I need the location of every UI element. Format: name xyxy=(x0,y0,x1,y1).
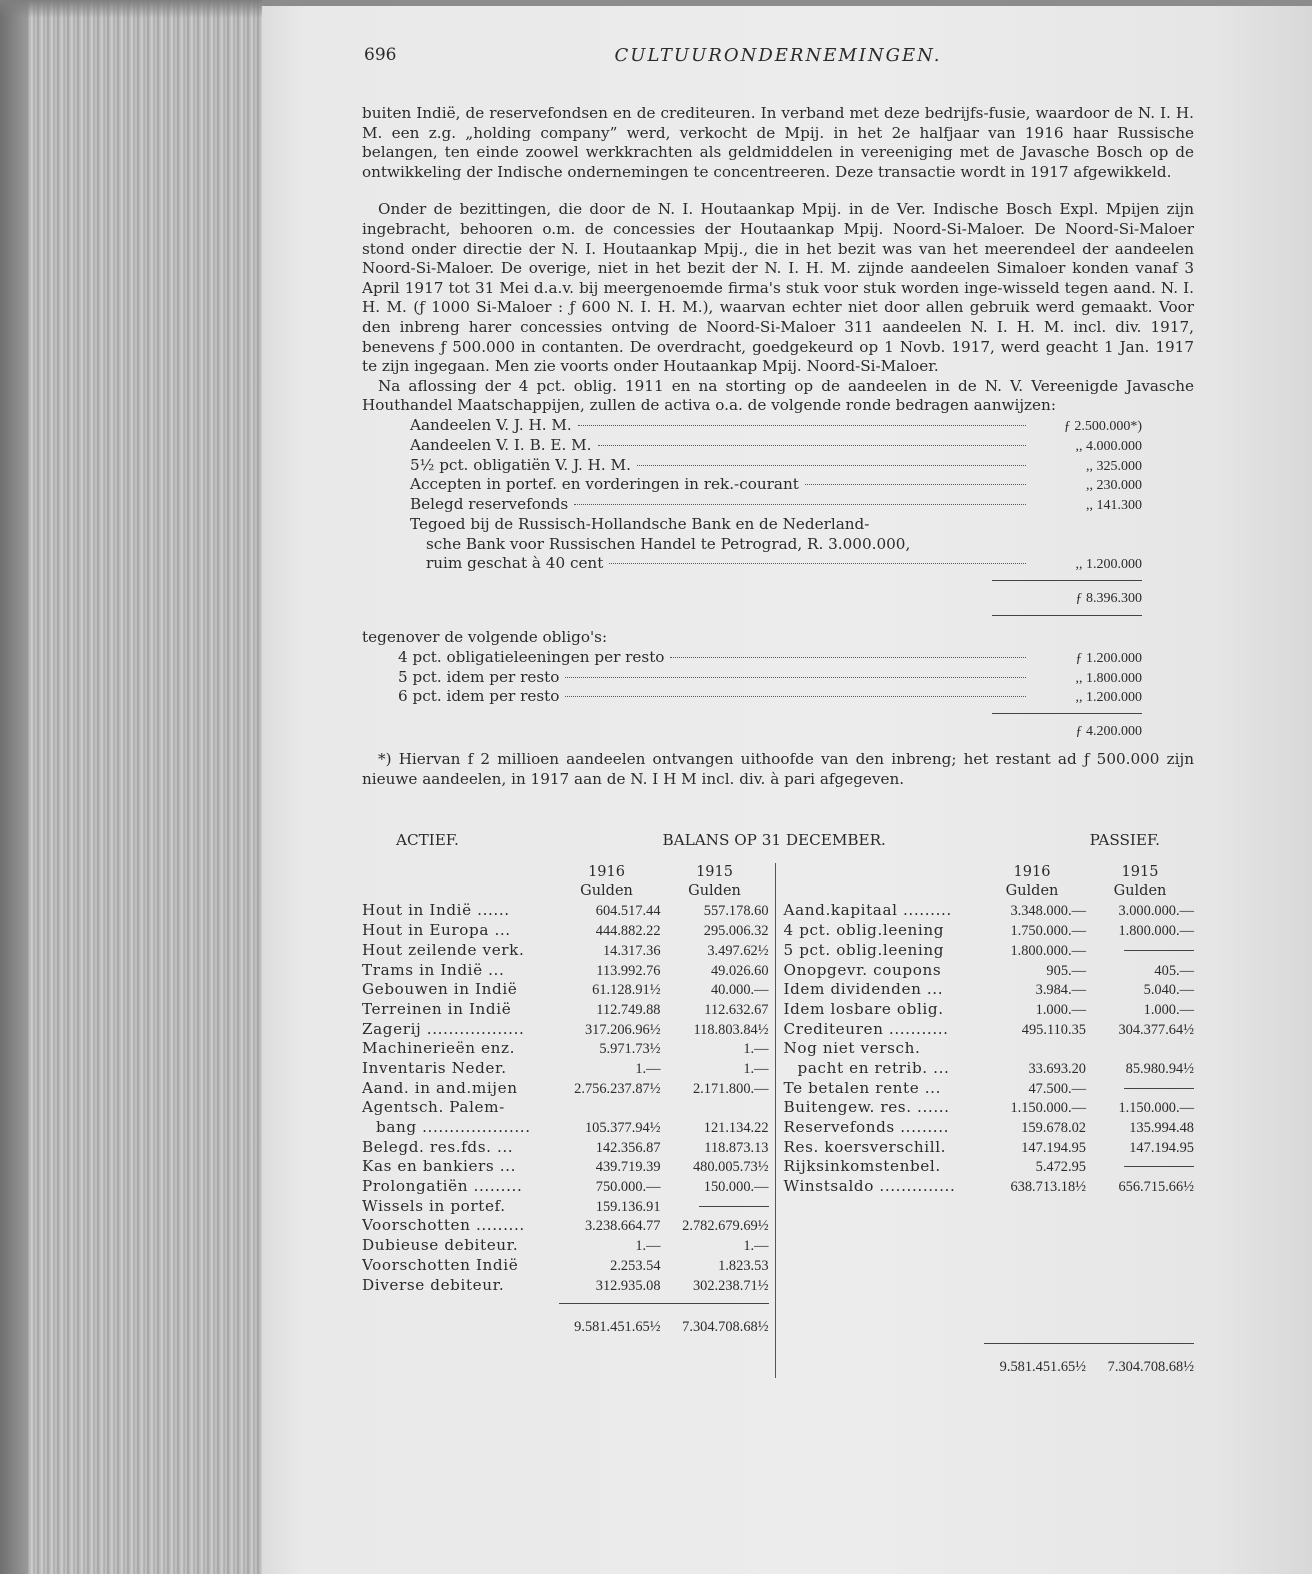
list-item: Aandeelen V. J. H. M. ƒ 2.500.000*) xyxy=(410,415,1142,434)
year-header: 1916 Gulden 1915 Gulden xyxy=(1005,864,1167,900)
cell-v1916: 1.000.— xyxy=(1035,1001,1086,1018)
row-label: Trams in Indië ... xyxy=(362,960,505,979)
table-row xyxy=(362,1098,769,1118)
list-item: 5½ pct. obligatiën V. J. H. M. ,, 325.000 xyxy=(410,455,1142,474)
list-item-continuation: sche Bank voor Russischen Handel te Petrograd, R. 3.000.000, xyxy=(426,534,911,553)
table-row xyxy=(362,921,769,941)
running-head xyxy=(362,46,1194,76)
table-row xyxy=(784,921,1194,941)
table-row xyxy=(362,1197,769,1217)
cell-v1915: 1.— xyxy=(743,1060,769,1077)
cell-v1916: 750.000.— xyxy=(595,1179,661,1196)
cell-v1916: 14.317.36 xyxy=(602,942,661,959)
page-number: 696 xyxy=(364,45,397,65)
cell-v1916: 147.194.95 xyxy=(1021,1139,1086,1156)
table-row xyxy=(784,980,1194,1000)
cell-v1915 xyxy=(661,1210,769,1211)
list-item: 6 pct. idem per resto ,, 1.200.000 xyxy=(398,687,1142,706)
cell-v1915: 112.632.67 xyxy=(704,1001,769,1018)
cell-v1916: 1.800.000.— xyxy=(1010,942,1086,959)
obligo-total: ƒ 4.200.000 xyxy=(1075,724,1142,740)
table-row xyxy=(362,1216,769,1236)
cell-v1915: 118.803.84½ xyxy=(693,1021,769,1038)
table-row xyxy=(784,1000,1194,1020)
table-row xyxy=(362,1138,769,1158)
row-label: Idem losbare oblig. xyxy=(783,999,944,1018)
table-row xyxy=(362,1276,769,1296)
cell-v1915: 3.497.62½ xyxy=(707,942,769,959)
cell-v1915: 2.171.800.— xyxy=(692,1080,769,1097)
cell-v1916: 317.206.96½ xyxy=(584,1021,661,1038)
cell-v1915: 295.006.32 xyxy=(703,923,769,940)
cell-v1916: 1.— xyxy=(635,1238,661,1255)
cell-v1916: 112.749.88 xyxy=(596,1001,661,1018)
cell-v1915 xyxy=(1086,954,1194,955)
cell-v1916: 1.750.000.— xyxy=(1010,923,1086,940)
row-label: Inventaris Neder. xyxy=(362,1058,507,1077)
cell-v1916: 3.984.— xyxy=(1035,982,1086,999)
sum-rule xyxy=(362,609,1142,624)
sum-rule xyxy=(362,574,1142,589)
row-label: Aand. in and.mijen xyxy=(362,1078,518,1097)
list-item: 4 pct. obligatieleeningen per resto ƒ 1.200.000 xyxy=(398,647,1142,666)
cell-v1916: 142.356.87 xyxy=(595,1139,661,1156)
list-item: Tegoed bij de Russisch-Hollandsche Bank en de Nederland- xyxy=(410,514,870,533)
cell-v1915: 1.823.53 xyxy=(718,1257,769,1274)
row-label: pacht en retrib. ... xyxy=(797,1058,950,1077)
row-label: Machinerieën enz. xyxy=(362,1039,516,1058)
balance-title-row xyxy=(362,831,1194,853)
table-row xyxy=(362,1157,769,1177)
cell-v1915: 1.— xyxy=(743,1238,769,1255)
table-row xyxy=(362,1000,769,1020)
activa-list xyxy=(410,416,1142,574)
table-row xyxy=(784,1020,1194,1040)
row-label: Belegd. res.fds. ... xyxy=(362,1137,514,1156)
cell-v1915: 150.000.— xyxy=(703,1179,769,1196)
year-header: 1916 Gulden 1915 Gulden xyxy=(580,864,741,900)
table-row xyxy=(784,961,1194,981)
cell-v1915: 49.026.60 xyxy=(710,962,769,979)
row-label: Onopgevr. coupons xyxy=(783,960,942,979)
table-row xyxy=(784,1138,1194,1158)
book-page xyxy=(262,6,1312,1574)
table-row xyxy=(784,1039,1194,1059)
row-label: Reservefonds ......... xyxy=(783,1118,950,1137)
cell-v1916: 1.150.000.— xyxy=(1010,1100,1086,1117)
cell-v1915: 302.238.71½ xyxy=(692,1277,769,1294)
table-row xyxy=(362,1118,769,1138)
table-row xyxy=(362,901,769,921)
row-label: Hout in Europa ... xyxy=(362,921,511,940)
actief-totals: 9.581.451.65½ 7.304.708.68½ xyxy=(574,1319,769,1336)
cell-v1916: 905.— xyxy=(1046,962,1086,979)
row-label: bang .................... xyxy=(376,1118,531,1137)
row-label: Gebouwen in Indië xyxy=(362,980,518,999)
cell-v1916: 444.882.22 xyxy=(595,923,661,940)
row-label: Wissels in portef. xyxy=(362,1196,506,1215)
cell-v1915: 3.000.000.— xyxy=(1118,903,1194,920)
cell-v1915: 147.194.95 xyxy=(1129,1139,1194,1156)
list-item: 5 pct. idem per resto ,, 1.800.000 xyxy=(398,667,1142,686)
table-row xyxy=(784,1098,1194,1118)
cell-v1915: 121.134.22 xyxy=(703,1120,769,1137)
balance-heading: BALANS OP 31 DECEMBER. xyxy=(662,831,886,850)
row-label: Voorschotten Indië xyxy=(362,1255,519,1274)
row-label: Kas en bankiers ... xyxy=(362,1157,516,1176)
cell-v1916: 113.992.76 xyxy=(596,962,661,979)
row-label: Winstsaldo .............. xyxy=(783,1177,956,1196)
row-label: Prolongatiën ......... xyxy=(362,1177,523,1196)
cell-v1915: 40.000.— xyxy=(710,982,769,999)
book-page-edges xyxy=(0,0,262,1574)
cell-v1915: 1.— xyxy=(743,1041,769,1058)
cell-v1916: 1.— xyxy=(635,1060,661,1077)
cell-v1915: 118.873.13 xyxy=(704,1139,769,1156)
cell-v1915: 304.377.64½ xyxy=(1118,1021,1194,1038)
cell-v1916: 5.971.73½ xyxy=(599,1041,661,1058)
row-label: 5 pct. oblig.leening xyxy=(783,940,945,959)
obligo-intro: tegenover de volgende obligo's: xyxy=(362,628,608,647)
table-row xyxy=(362,1059,769,1079)
row-label: Aand.kapitaal ......... xyxy=(783,901,952,920)
cell-v1916: 604.517.44 xyxy=(595,903,661,920)
row-label: Voorschotten ......... xyxy=(362,1216,525,1235)
row-label: Diverse debiteur. xyxy=(362,1275,505,1294)
cell-v1916: 439.719.39 xyxy=(595,1159,661,1176)
list-item: Accepten in portef. en vorderingen in rek.-courant ,, 230.000 xyxy=(410,475,1142,494)
cell-v1915: 557.178.60 xyxy=(703,903,769,920)
cell-v1915 xyxy=(1086,1092,1194,1093)
cell-v1916: 47.500.— xyxy=(1028,1080,1086,1097)
cell-v1915: 1.000.— xyxy=(1143,1001,1194,1018)
list-item: Belegd reservefonds ,, 141.300 xyxy=(410,495,1142,514)
table-row xyxy=(362,941,769,961)
paragraph-1: buiten Indië, de reservefondsen en de crediteuren. In verband met deze bedrijfs-fusie, waardoor de N. I. H. M. een z.g. „holding company” werd, verkocht de Mpij. in het 2e halfjaar van 1916 haar Russische belangen, ten einde zoowel werkkrachten als geldmiddelen in vereeniging met de Javasche Bosch op de ontwikkeling der Indische ondernemingen te concentreeren. Deze transactie wordt in 1917 afgewikkeld. xyxy=(362,104,1194,181)
passief-totals: 9.581.451.65½ 7.304.708.68½ xyxy=(999,1359,1194,1376)
cell-v1915: 656.715.66½ xyxy=(1118,1179,1194,1196)
cell-v1916: 5.472.95 xyxy=(1035,1159,1086,1176)
cell-v1915: 405.— xyxy=(1154,962,1194,979)
page-content xyxy=(362,46,1194,1378)
actief-heading: ACTIEF. xyxy=(396,831,459,850)
passief-heading: PASSIEF. xyxy=(1089,831,1160,850)
row-label: Hout zeilende verk. xyxy=(362,940,525,959)
balance-sheet xyxy=(362,831,1194,1378)
list-item: Aandeelen V. I. B. E. M. ,, 4.000.000 xyxy=(410,435,1142,454)
cell-v1916: 159.136.91 xyxy=(595,1198,661,1215)
row-label: Hout in Indië ...... xyxy=(362,901,510,920)
table-row xyxy=(362,1236,769,1256)
cell-v1916: 61.128.91½ xyxy=(592,982,661,999)
cell-v1915: 1.800.000.— xyxy=(1118,923,1194,940)
obligo-list xyxy=(398,648,1142,707)
cell-v1915: 2.782.679.69½ xyxy=(682,1218,769,1235)
cell-v1915: 85.980.94½ xyxy=(1125,1060,1194,1077)
cell-v1916: 495.110.35 xyxy=(1021,1021,1086,1038)
cell-v1916: 3.348.000.— xyxy=(1010,903,1086,920)
row-label: Rijksinkomstenbel. xyxy=(783,1157,941,1176)
table-row xyxy=(362,1039,769,1059)
row-label: Te betalen rente ... xyxy=(783,1078,942,1097)
row-label: Crediteuren ........... xyxy=(783,1019,949,1038)
table-row xyxy=(362,1079,769,1099)
row-label: Terreinen in Indië xyxy=(362,999,512,1018)
cell-v1916: 105.377.94½ xyxy=(584,1120,661,1137)
sum-rule xyxy=(362,707,1142,722)
paragraph-3: Na aflossing der 4 pct. oblig. 1911 en na storting op de aandeelen in de N. V. Vereenigde Javasche Houthandel Maatschappijen, zullen de activa o.a. de volgende ronde bedragen aanwijzen: xyxy=(362,376,1194,415)
cell-v1916: 33.693.20 xyxy=(1028,1060,1086,1077)
cell-v1916: 2.253.54 xyxy=(610,1257,661,1274)
running-title: CULTUURONDERNEMINGEN. xyxy=(614,45,942,66)
cell-v1916: 159.678.02 xyxy=(1021,1120,1086,1137)
cell-v1915: 5.040.— xyxy=(1143,982,1194,999)
activa-total: ƒ 8.396.300 xyxy=(1075,591,1142,607)
table-row xyxy=(784,1118,1194,1138)
cell-v1916: 2.756.237.87½ xyxy=(574,1080,661,1097)
table-row xyxy=(784,1059,1194,1079)
row-label: 4 pct. oblig.leening xyxy=(783,921,945,940)
table-row xyxy=(362,1177,769,1197)
row-label: Res. koersverschill. xyxy=(783,1137,947,1156)
table-row xyxy=(784,941,1194,961)
actief-column xyxy=(362,863,776,1378)
table-row xyxy=(362,980,769,1000)
table-row xyxy=(784,1157,1194,1177)
cell-v1916: 3.238.664.77 xyxy=(584,1218,661,1235)
table-row xyxy=(784,901,1194,921)
cell-v1915: 480.005.73½ xyxy=(692,1159,769,1176)
footnote: *) Hiervan f 2 millioen aandeelen ontvangen uithoofde van den inbreng; het restant ad ƒ 500.000 zijn nieuwe aandeelen, in 1917 aan de N. I H M incl. div. à pari afgegeven. xyxy=(362,750,1194,788)
cell-v1915: 1.150.000.— xyxy=(1118,1100,1194,1117)
row-label: Dubieuse debiteur. xyxy=(362,1236,519,1255)
table-row xyxy=(362,961,769,981)
row-label: Zagerij .................. xyxy=(362,1019,525,1038)
paragraph-2: Onder de bezittingen, die door de N. I. Houtaankap Mpij. in de Ver. Indische Bosch Expl. Mpijen zijn ingebracht, behooren o.m. de concessies der Houtaankap Mpij. Noord-Si-Maloer. De Noord-Si-Maloer stond onder directie der N. I. Houtaankap Mpij., die in het bezit was van het meerendeel der aandeelen Noord-Si-Maloer. De overige, niet in het bezit der N. I. H. M. zijnde aandeelen Simaloer konden vanaf 3 April 1917 tot 31 Mei d.a.v. bij meergenoemde firma's stuk voor stuk worden inge-wisseld tegen aand. N. I. H. M. (ƒ 1000 Si-Maloer : ƒ 600 N. I. H. M.), waarvan echter niet door allen gebruik werd gemaakt. Voor den inbreng harer concessies ontving de Noord-Si-Maloer 311 aandeelen N. I. H. M. incl. div. 1917, benevens ƒ 500.000 in contanten. De overdracht, goedgekeurd op 1 Novb. 1917, werd geacht 1 Jan. 1917 te zijn ingegaan. Men zie voorts onder Houtaankap Mpij. Noord-Si-Maloer. xyxy=(362,200,1194,376)
table-row xyxy=(784,1079,1194,1099)
cell-v1916: 638.713.18½ xyxy=(1010,1179,1086,1196)
table-row xyxy=(362,1020,769,1040)
row-label: Agentsch. Palem- xyxy=(362,1098,505,1117)
table-row xyxy=(362,1256,769,1276)
cell-v1915: 135.994.48 xyxy=(1129,1120,1194,1137)
cell-v1916: 312.935.08 xyxy=(595,1277,661,1294)
passief-column xyxy=(776,863,1194,1378)
row-label: Buitengew. res. ...... xyxy=(783,1098,950,1117)
row-label: Idem dividenden ... xyxy=(783,980,944,999)
cell-v1915 xyxy=(1086,1170,1194,1171)
row-label: Nog niet versch. xyxy=(783,1039,921,1058)
list-item-continuation: ruim geschat à 40 cent ,, 1.200.000 xyxy=(426,554,1142,573)
table-row xyxy=(784,1177,1194,1197)
